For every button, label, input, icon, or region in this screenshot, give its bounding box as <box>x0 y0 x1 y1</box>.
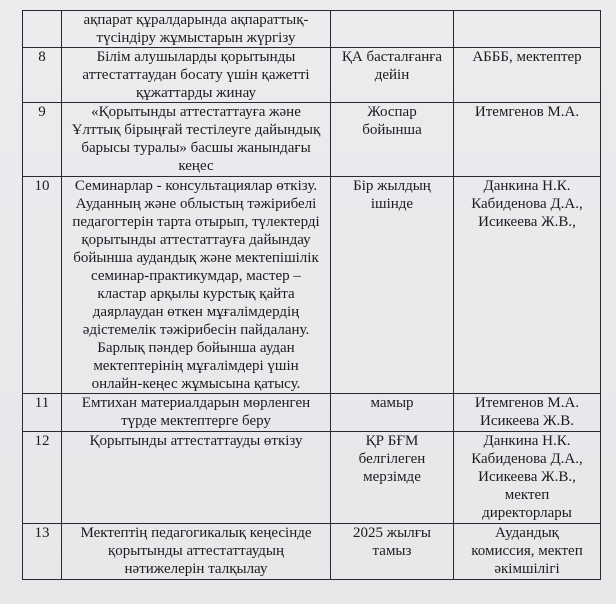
responsible-cell: АБББ, мектептер <box>454 48 601 103</box>
responsible-cell: Аудандық комиссия, мектеп әкімшілігі <box>454 524 601 580</box>
row-number-cell: 10 <box>23 177 62 394</box>
activity-cell: ақпарат құралдарында ақпараттық- түсіндіру жұмыстарын жүргізу <box>62 11 331 48</box>
table-row <box>23 11 601 48</box>
table-row <box>23 394 601 432</box>
row-number-cell: 9 <box>23 103 62 177</box>
responsible-cell <box>454 11 601 48</box>
row-number-cell: 8 <box>23 48 62 103</box>
term-cell: 2025 жылғы тамыз <box>331 524 454 580</box>
term-cell: Бір жылдың ішінде <box>331 177 454 394</box>
term-cell <box>331 11 454 48</box>
table-row <box>23 432 601 524</box>
activity-cell: Емтихан материалдарын мөрленген түрде мектептерге беру <box>62 394 331 432</box>
table-row <box>23 177 601 394</box>
table-row <box>23 103 601 177</box>
table-row <box>23 524 601 580</box>
row-number-cell: 11 <box>23 394 62 432</box>
row-number-cell: 12 <box>23 432 62 524</box>
activity-cell: Білім алушыларды қорытынды аттестаттаудан босату үшін қажетті құжаттарды жинау <box>62 48 331 103</box>
responsible-cell: Данкина Н.К. Кабиденова Д.А., Исикеева Ж.В., мектеп директорлары <box>454 432 601 524</box>
activity-cell: Семинарлар - консультациялар өткізу. Ауданның және облыстың тәжірибелі педагогтерін тарта отырып, түлектерді қорытынды аттестаттауға дайындау бойынша аудандық және мектепішілік семинар-практикумдар, мастер – кластар арқылы курстық қайта даярлаудан өткен мұғалімдердің әдістемелік тәжірибесін пайдалану. Барлық пәндер бойынша аудан мектептерінің мұғалімдері үшін онлайн-кеңес жұмысына қатысу. <box>62 177 331 394</box>
activity-cell: Қорытынды аттестаттауды өткізу <box>62 432 331 524</box>
term-cell: ҚА басталғанға дейін <box>331 48 454 103</box>
responsible-cell: Итемгенов М.А. <box>454 103 601 177</box>
term-cell: Жоспар бойынша <box>331 103 454 177</box>
row-number-cell: 13 <box>23 524 62 580</box>
activity-cell: «Қорытынды аттестаттауға және Ұлттық бірыңғай тестілеуге дайындық барысы туралы» басшы жанындағы кеңес <box>62 103 331 177</box>
activity-cell: Мектептің педагогикалық кеңесінде қорытынды аттестаттаудың нәтижелерін талқылау <box>62 524 331 580</box>
term-cell: ҚР БҒМ белгілеген мерзімде <box>331 432 454 524</box>
row-number-cell <box>23 11 62 48</box>
term-cell: мамыр <box>331 394 454 432</box>
table-row <box>23 48 601 103</box>
plan-table <box>22 10 601 580</box>
responsible-cell: Итемгенов М.А. Исикеева Ж.В. <box>454 394 601 432</box>
responsible-cell: Данкина Н.К. Кабиденова Д.А., Исикеева Ж.В., <box>454 177 601 394</box>
